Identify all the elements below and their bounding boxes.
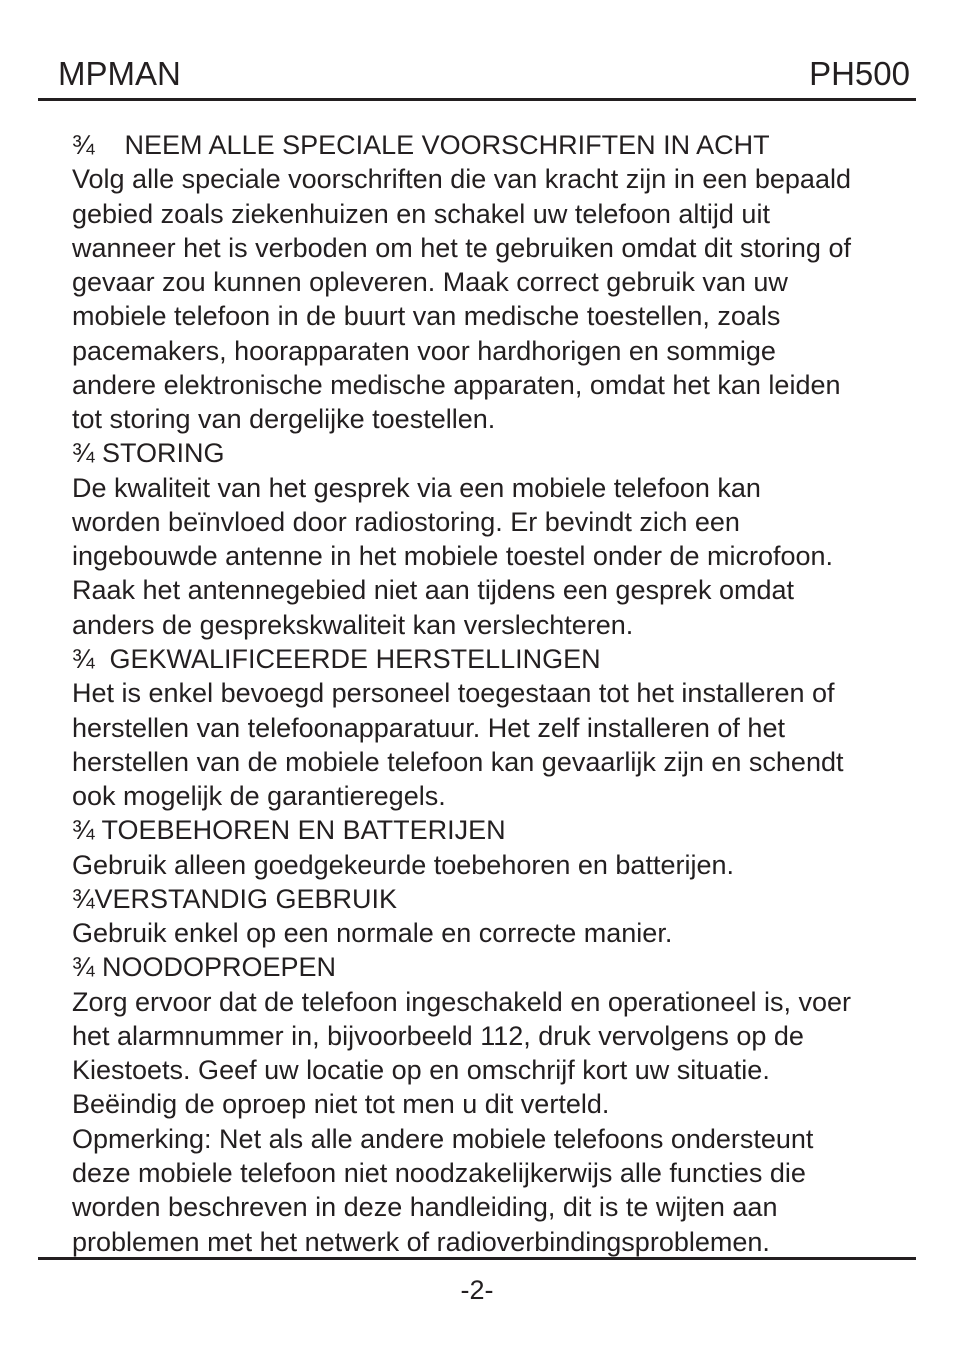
section-heading: ¾ GEKWALIFICEERDE HERSTELLINGEN [72,643,601,674]
page-content [72,128,851,1259]
section-emergency-calls [72,950,851,1258]
text-line: Gebruik enkel op een normale en correcte manier. [72,918,673,949]
brand-name: MPMAN [58,55,181,92]
text-line: mobiele telefoon in de buurt van medische toestellen, zoals [72,301,781,332]
section-sensible-use [72,882,851,951]
footer-divider [38,1257,916,1260]
header-divider [38,98,916,101]
text-line: herstellen van telefoonapparatuur. Het zelf installeren of het [72,712,785,743]
section-heading: ¾ TOEBEHOREN EN BATTERIJEN [72,815,506,846]
text-line: Kiestoets. Geef uw locatie op en omschrijf kort uw situatie. [72,1055,770,1086]
section-heading: ¾ NEEM ALLE SPECIALE VOORSCHRIFTEN IN ACHT [72,130,770,160]
note-paragraph [72,1122,851,1259]
text-line: worden beïnvloed door radiostoring. Er bevindt zich een [72,506,740,537]
section-qualified-repairs [72,642,851,813]
note-line: worden beschreven in deze handleiding, dit is te wijten aan [72,1192,778,1223]
section-interference [72,436,851,642]
note-line: Opmerking: Net als alle andere mobiele telefoons ondersteunt [72,1123,814,1154]
text-line: De kwaliteit van het gesprek via een mobiele telefoon kan [72,472,761,503]
text-line: anders de gesprekskwaliteit kan verslechteren. [72,609,634,640]
note-line: deze mobiele telefoon niet noodzakelijkerwijs alle functies die [72,1157,806,1188]
section-heading: ¾VERSTANDIG GEBRUIK [72,883,398,914]
page-number: -2- [460,1275,494,1305]
text-line: andere elektronische medische apparaten, omdat het kan leiden [72,369,841,400]
note-line: problemen met het netwerk of radioverbindingsproblemen. [72,1226,770,1257]
text-line: ook mogelijk de garantieregels. [72,781,446,812]
text-line: ingebouwde antenne in het mobiele toestel onder de microfoon. [72,541,834,572]
text-line: wanneer het is verboden om het te gebruiken omdat dit storing of [72,232,851,263]
text-line: gebied zoals ziekenhuizen en schakel uw telefoon altijd uit [72,198,770,229]
section-accessories-batteries [72,813,851,882]
text-line: Beëindig de oproep niet tot men u dit verteld. [72,1089,610,1120]
text-line: tot storing van dergelijke toestellen. [72,404,496,435]
section-special-regulations [72,128,851,436]
text-line: gevaar zou kunnen opleveren. Maak correct gebruik van uw [72,267,788,298]
section-heading: ¾ STORING [72,438,225,469]
text-line: pacemakers, hoorapparaten voor hardhorigen en sommige [72,335,776,366]
text-line: herstellen van de mobiele telefoon kan gevaarlijk zijn en schendt [72,746,844,777]
text-line: Zorg ervoor dat de telefoon ingeschakeld en operationeel is, voer [72,986,851,1017]
text-line: Het is enkel bevoegd personeel toegestaan tot het installeren of [72,678,835,709]
text-line: het alarmnummer in, bijvoorbeeld 112, druk vervolgens op de [72,1020,804,1051]
model-name: PH500 [809,55,910,92]
section-heading: ¾ NOODOPROEPEN [72,952,337,983]
text-line: Gebruik alleen goedgekeurde toebehoren en batterijen. [72,849,734,880]
text-line: Raak het antennegebied niet aan tijdens een gesprek omdat [72,575,795,606]
text-line: Volg alle speciale voorschriften die van kracht zijn in een bepaald [72,164,851,195]
